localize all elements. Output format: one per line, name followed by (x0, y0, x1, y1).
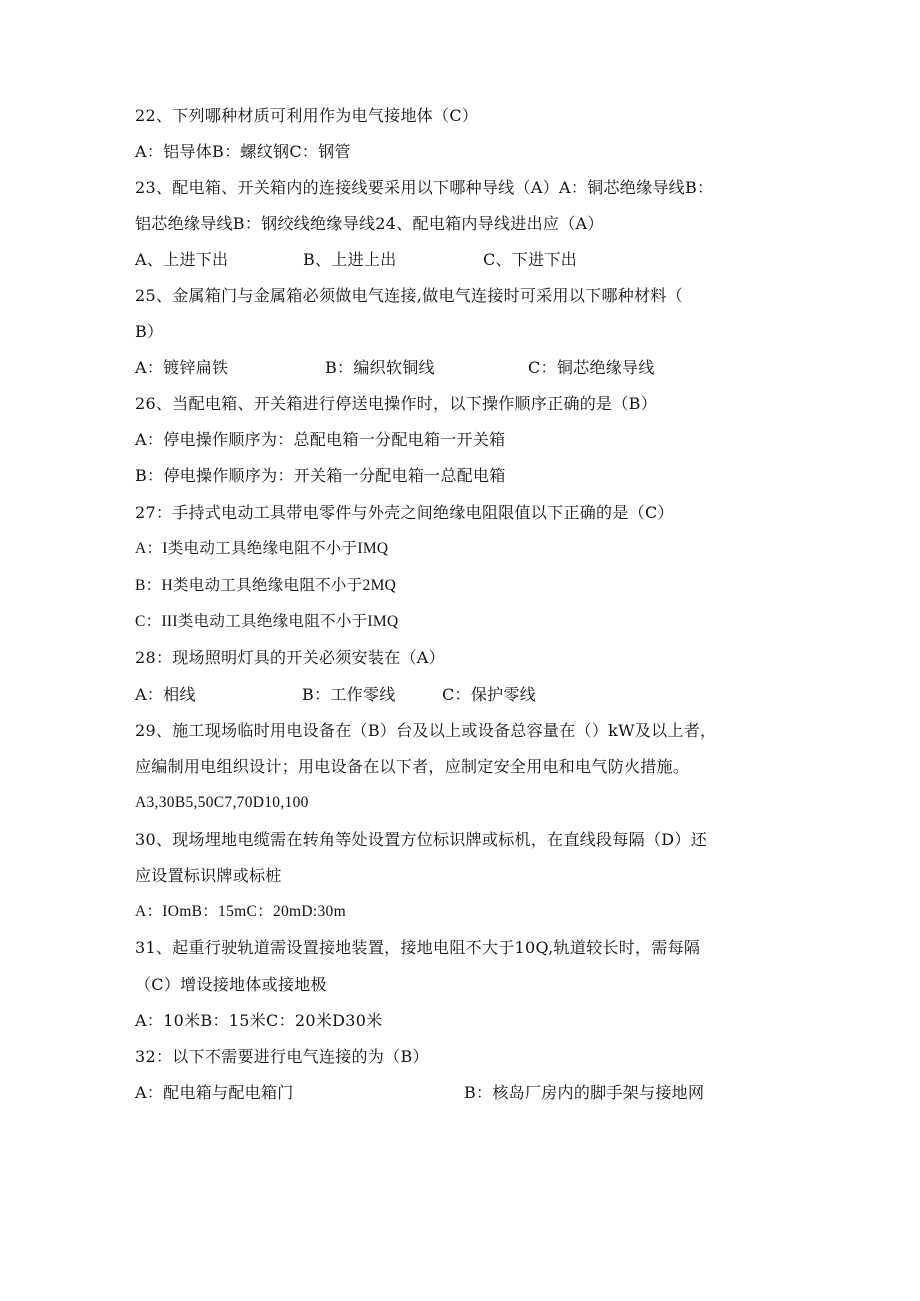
option-b: B：核岛厂房内的脚手架与接地网 (464, 1083, 705, 1102)
question-23: 23、配电箱、开关箱内的连接线要采用以下哪种导线（A）A：铜芯绝缘导线B： (135, 178, 714, 197)
question-31-continued: （C）增设接地体或接地极 (135, 975, 327, 994)
question-31-options: A：10米B：15米C：20米D30米 (135, 1011, 383, 1030)
question-29: 29、施工现场临时用电设备在（B）台及以上或设备总容量在（）kW及以上者， (135, 721, 717, 740)
question-30-options: A：IOmB：15mC：20mD:30m (135, 903, 346, 920)
option-b: B：工作零线 (302, 685, 396, 704)
question-27-option-c: C：III类电动工具绝缘电阻不小于IMQ (135, 613, 399, 630)
option-c: C、下进下出 (483, 250, 578, 269)
question-27-option-b: B：H类电动工具绝缘电阻不小于2MQ (135, 577, 397, 594)
question-29-options: A3,30B5,50C7,70D10,100 (135, 794, 309, 811)
option-a: A：配电箱与配电箱门 (135, 1083, 294, 1102)
question-31: 31、起重行驶轨道需设置接地装置，接地电阻不大于10Q,轨道较长时，需每隔 (135, 938, 701, 957)
question-26: 26、当配电箱、开关箱进行停送电操作时，以下操作顺序正确的是（B） (135, 394, 658, 413)
question-25: 25、金属箱门与金属箱必须做电气连接,做电气连接时可采用以下哪种材料（ (135, 286, 683, 305)
question-30: 30、现场埋地电缆需在转角等处设置方位标识牌或标机，在直线段每隔（D）还 (135, 830, 707, 849)
question-26-option-a: A：停电操作顺序为：总配电箱一分配电箱一开关箱 (135, 430, 506, 449)
option-c: C：铜芯绝缘导线 (528, 358, 655, 377)
question-29-continued: 应编制用电组织设计；用电设备在以下者，应制定安全用电和电气防火措施。 (135, 757, 690, 776)
option-a: A：相线 (135, 685, 196, 704)
question-32: 32：以下不需要进行电气连接的为（B） (135, 1047, 429, 1066)
option-b: B：编织软铜线 (325, 358, 435, 377)
question-27: 27：手持式电动工具带电零件与外壳之间绝缘电阻限值以下正确的是（C） (135, 503, 674, 522)
question-22-options: A：铝导体B：螺纹钢C：钢管 (135, 142, 351, 161)
question-22: 22、下列哪种材质可利用作为电气接地体（C） (135, 106, 479, 125)
option-b: B、上进上出 (303, 250, 397, 269)
question-28: 28：现场照明灯具的开关必须安装在（A） (135, 648, 445, 667)
question-30-continued: 应设置标识牌或标桩 (135, 866, 282, 885)
question-23-continued: 铝芯绝缘导线B：钢绞线绝缘导线24、配电箱内导线进出应（A） (135, 214, 604, 233)
option-a: A：镀锌扁铁 (135, 358, 229, 377)
question-25-answer: B） (135, 322, 164, 341)
question-27-option-a: A：I类电动工具绝缘电阻不小于IMQ (135, 540, 389, 557)
option-a: A、上进下出 (135, 250, 229, 269)
question-26-option-b: B：停电操作顺序为：开关箱一分配电箱一总配电箱 (135, 466, 506, 485)
option-c: C：保护零线 (442, 685, 537, 704)
